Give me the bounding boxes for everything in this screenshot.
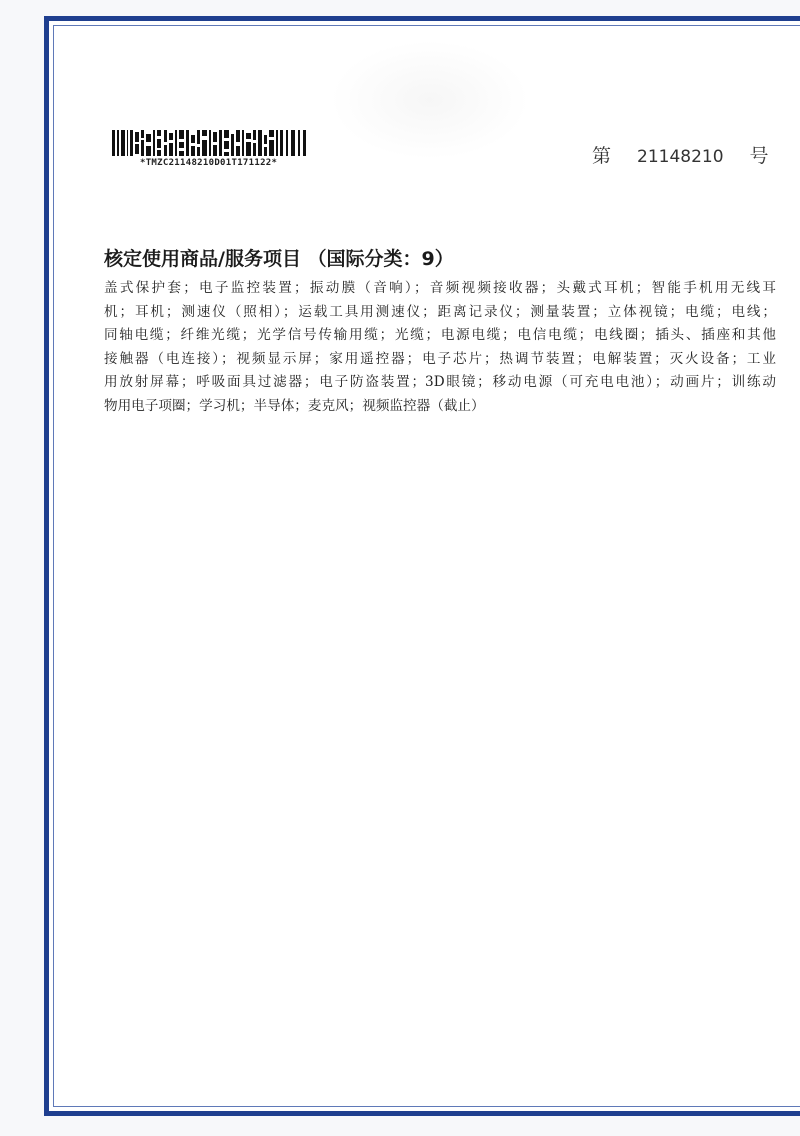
barcode-caption: *TMZC21148210D01T171122* bbox=[140, 158, 278, 168]
goods-line: 同轴电缆；纤维光缆；光学信号传输用缆；光缆；电源电缆；电信电缆；电线圈；插头、插座和其他 bbox=[104, 327, 776, 344]
goods-line: 盖式保护套；电子监控装置；振动膜（音响）；音频视频接收器；头戴式耳机；智能手机用无线耳 bbox=[104, 280, 776, 296]
goods-line: 用放射屏幕；呼吸面具过滤器；电子防盗装置；3D眼镜；移动电源（可充电电池）；动画片；训练动 bbox=[104, 374, 776, 391]
barcode-graphic bbox=[112, 130, 308, 156]
goods-line: 机；耳机；测速仪（照相）；运载工具用测速仪；距离记录仪；测量装置；立体视镜；电缆；电线； bbox=[104, 303, 776, 320]
barcode bbox=[112, 130, 312, 168]
section-title: 核定使用商品/服务项目 （国际分类：9） bbox=[104, 248, 454, 270]
goods-list bbox=[104, 277, 776, 419]
faded-stamp bbox=[330, 40, 530, 160]
registration-number-value: 21148210 bbox=[637, 147, 724, 167]
registration-number bbox=[592, 141, 782, 168]
goods-line: 物用电子项圈；学习机；半导体；麦克风；视频监控器（截止） bbox=[104, 397, 485, 414]
goods-line: 接触器（电连接）；视频显示屏；家用遥控器；电子芯片；热调节装置；电解装置；灭火设备；工业 bbox=[104, 350, 776, 367]
registration-suffix: 号 bbox=[749, 145, 769, 167]
document-inner-border bbox=[53, 25, 800, 1107]
document-border bbox=[44, 16, 800, 1116]
registration-prefix: 第 bbox=[592, 145, 612, 167]
